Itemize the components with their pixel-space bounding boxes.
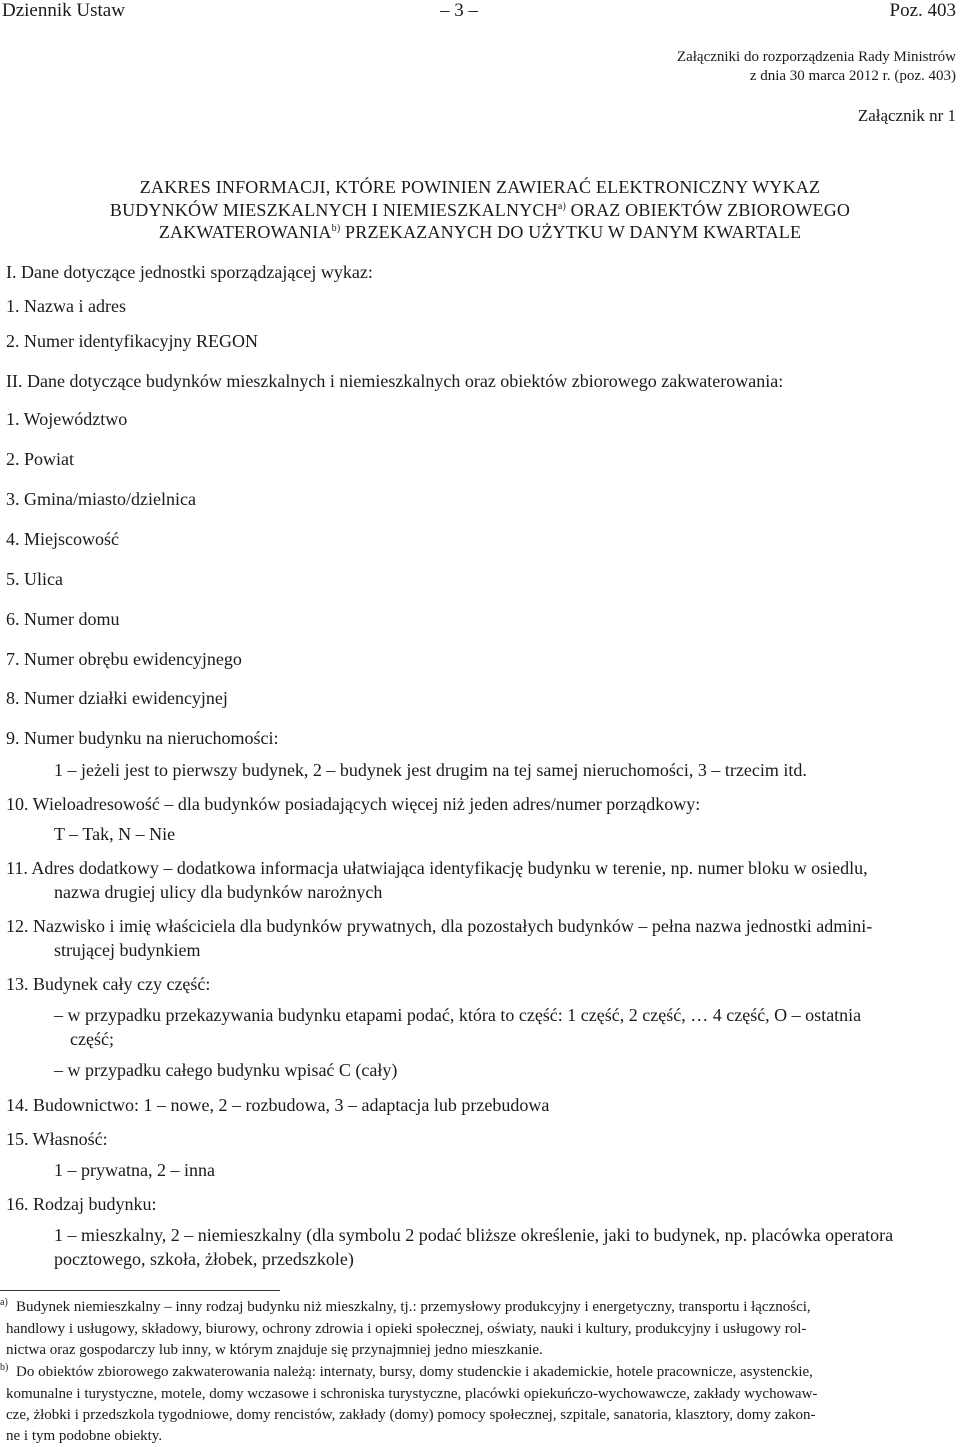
- footnote-b-line: komunalne i turystyczne, motele, domy wczasowe i schroniska turystyczne, placówki opiekuńczo-wychowawcze, zakłady wychowaw-: [6, 1386, 818, 1402]
- section-2-item: 13. Budynek cały czy część:: [6, 974, 211, 994]
- appendix-line-2: z dnia 30 marca 2012 r. (poz. 403): [749, 68, 956, 84]
- position-number: Poz. 403: [889, 0, 956, 21]
- section-2-heading: II. Dane dotyczące budynków mieszkalnych i niemieszkalnych oraz obiektów zbiorowego zakwaterowania:: [6, 371, 784, 391]
- section-1-item: 2. Numer identyfikacyjny REGON: [6, 331, 258, 351]
- item-12-continuation: strującej budynkiem: [54, 940, 201, 960]
- title-line-2: [0, 200, 960, 221]
- section-2-item: 15. Własność:: [6, 1129, 108, 1149]
- section-2-item: 3. Gmina/miasto/dzielnica: [6, 489, 196, 509]
- item-10-description: T – Tak, N – Nie: [54, 824, 176, 844]
- footnote-b-marker: b): [0, 1362, 9, 1373]
- section-1-item: 1. Nazwa i adres: [6, 296, 126, 316]
- item-15-description: 1 – prywatna, 2 – inna: [54, 1160, 215, 1180]
- section-2-item: 10. Wieloadresowość – dla budynków posiadających więcej niż jeden adres/numer porządkowy:: [6, 794, 701, 814]
- footnote-a-line: nictwa oraz gospodarczy lub inny, w którym znajduje się przynajmniej jedno mieszkanie.: [6, 1342, 543, 1358]
- footnote-b-line: Do obiektów zbiorowego zakwaterowania należą: internaty, bursy, domy studenckie i akademickie, hotele pracownicze, asystenckie,: [16, 1364, 813, 1380]
- section-2-item: 5. Ulica: [6, 569, 63, 589]
- section-2-item: 2. Powiat: [6, 449, 75, 469]
- title-line-3b: PRZEKAZANYCH DO UŻYTKU W DANYM KWARTALE: [340, 222, 802, 242]
- page-number: – 3 –: [440, 0, 478, 21]
- footnote-a-line: Budynek niemieszkalny – inny rodzaj budynku niż mieszkalny, tj.: przemysłowy produkcyjny i energetyczny, transportu i łączności,: [16, 1299, 811, 1315]
- item-13-dash-1: – w przypadku przekazywania budynku etapami podać, która to część: 1 część, 2 część, … 4 część, O – ostatnia: [54, 1005, 862, 1025]
- footnote-divider: [0, 1290, 280, 1291]
- footnote-a-marker: a): [0, 1297, 8, 1308]
- section-2-item: 12. Nazwisko i imię właściciela dla budynków prywatnych, dla pozostałych budynków – pełna nazwa jednostki admini-: [6, 916, 873, 936]
- appendix-line-1: Załączniki do rozporządzenia Rady Ministrów: [676, 49, 956, 65]
- journal-name: Dziennik Ustaw: [2, 0, 125, 21]
- item-13-dash-2: – w przypadku całego budynku wpisać C (cały): [54, 1060, 398, 1080]
- section-2-item: 14. Budownictwo: 1 – nowe, 2 – rozbudowa, 3 – adaptacja lub przebudowa: [6, 1095, 550, 1115]
- section-2-item: 11. Adres dodatkowy – dodatkowa informacja ułatwiająca identyfikację budynku w terenie, np. numer bloku w osiedlu,: [6, 858, 868, 878]
- footnote-ref-b: b): [331, 223, 341, 234]
- title-line-3a: ZAKWATEROWANIA: [158, 222, 332, 242]
- appendix-number: Załącznik nr 1: [857, 106, 956, 125]
- section-2-item: 6. Numer domu: [6, 609, 120, 629]
- section-2-item: 7. Numer obrębu ewidencyjnego: [6, 649, 242, 669]
- footnote-a-line: handlowy i usługowy, składowy, biurowy, ochrony zdrowia i opieki społecznej, oświaty, nauki i kultury, produkcyjny i usługowy rol-: [6, 1321, 807, 1337]
- footnote-b-line: ne i tym podobne obiekty.: [6, 1428, 163, 1444]
- title-line-1: ZAKRES INFORMACJI, KTÓRE POWINIEN ZAWIERAĆ ELEKTRONICZNY WYKAZ: [139, 177, 821, 197]
- title-line-3: [0, 222, 960, 243]
- item-16-description-1: 1 – mieszkalny, 2 – niemieszkalny (dla symbolu 2 podać bliższe określenie, jaki to budynek, np. placówka operatora: [54, 1225, 894, 1245]
- item-9-description: 1 – jeżeli jest to pierwszy budynek, 2 – budynek jest drugim na tej samej nieruchomości, 3 – trzecim itd.: [54, 760, 807, 780]
- section-1-heading: I. Dane dotyczące jednostki sporządzającej wykaz:: [6, 262, 373, 282]
- item-13-dash-1-continuation: część;: [70, 1029, 114, 1049]
- footnote-ref-a: a): [557, 201, 566, 212]
- section-2-item: 16. Rodzaj budynku:: [6, 1194, 157, 1214]
- item-16-description-2: pocztowego, szkoła, żłobek, przedszkole): [54, 1249, 354, 1269]
- title-line-2b: ORAZ OBIEKTÓW ZBIOROWEGO: [565, 200, 851, 220]
- title-line-2a: BUDYNKÓW MIESZKALNYCH I NIEMIESZKALNYCH: [109, 200, 558, 220]
- section-2-item: 9. Numer budynku na nieruchomości:: [6, 728, 279, 748]
- section-2-item: 4. Miejscowość: [6, 529, 119, 549]
- section-2-item: 1. Województwo: [6, 409, 128, 429]
- section-2-item: 8. Numer działki ewidencyjnej: [6, 688, 228, 708]
- item-11-continuation: nazwa drugiej ulicy dla budynków narożnych: [54, 882, 383, 902]
- footnote-b-line: cze, żłobki i przedszkola tygodniowe, domy rencistów, zakłady (domy) pomocy społecznej, szpitale, sanatoria, klasztory, domy zakon-: [6, 1407, 816, 1423]
